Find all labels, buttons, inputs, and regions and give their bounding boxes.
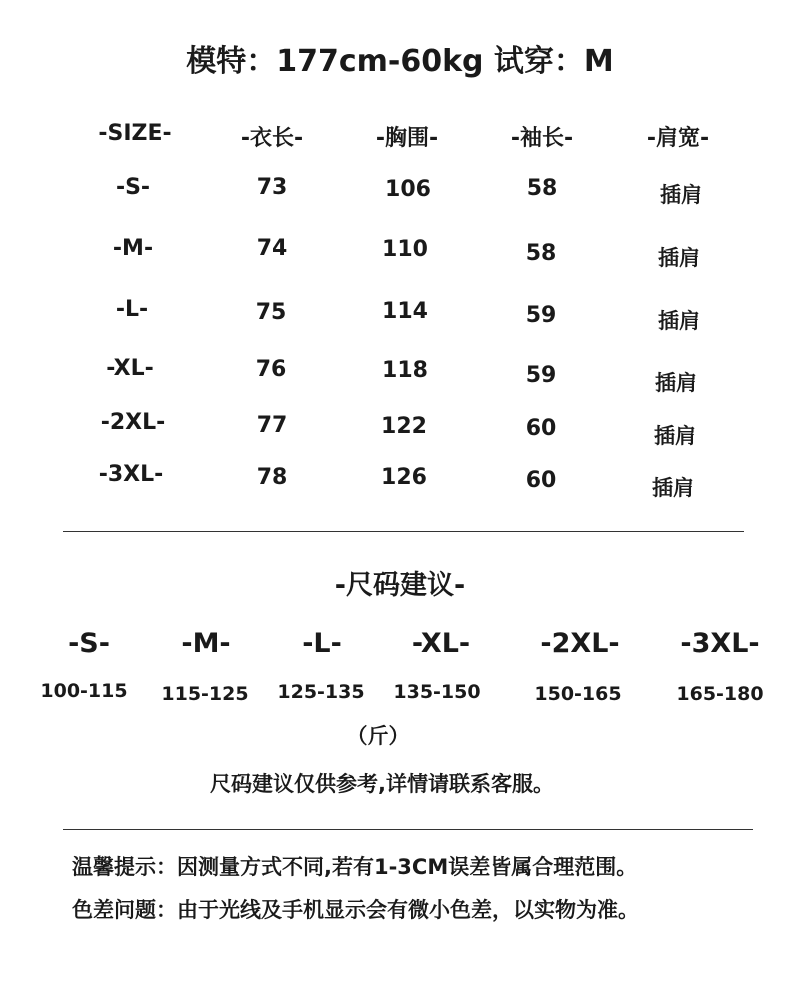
header-length: -衣长- (240, 126, 304, 151)
rec-size-label: -2XL- (540, 628, 620, 659)
table-cell-sleeve: 59 (525, 363, 557, 388)
table-cell-chest: 126 (381, 465, 427, 490)
table-cell-shoulder: 插肩 (658, 309, 700, 333)
table-cell-size: -S- (115, 175, 151, 200)
rec-size-label: -XL- (411, 628, 471, 659)
measurement-tip: 温馨提示：因测量方式不同,若有1-3CM误差皆属合理范围。 (72, 855, 638, 879)
rec-size-label: -L- (302, 628, 342, 659)
table-cell-length: 76 (255, 357, 287, 382)
recommendation-title: -尺码建议- (334, 570, 466, 601)
table-cell-size: -L- (115, 297, 149, 322)
header-chest: -胸围- (375, 126, 439, 151)
table-cell-sleeve: 59 (525, 303, 557, 328)
rec-weight-range: 150-165 (534, 683, 622, 705)
table-cell-chest: 114 (382, 299, 428, 324)
header-shoulder: -肩宽- (646, 126, 710, 151)
rec-weight-range: 125-135 (277, 681, 365, 703)
table-cell-sleeve: 58 (525, 241, 557, 266)
table-cell-size: -XL- (106, 356, 154, 381)
table-cell-shoulder: 插肩 (658, 246, 700, 270)
table-cell-length: 75 (255, 300, 287, 325)
rec-weight-range: 165-180 (676, 683, 764, 705)
table-cell-sleeve: 58 (526, 176, 558, 201)
table-cell-shoulder: 插肩 (652, 476, 694, 500)
recommendation-note: 尺码建议仅供参考,详情请联系客服。 (210, 772, 554, 796)
rec-weight-range: 100-115 (40, 680, 128, 702)
header-sleeve: -袖长- (510, 126, 574, 151)
table-cell-chest: 118 (382, 358, 428, 383)
table-cell-length: 74 (256, 236, 288, 261)
color-difference-note: 色差问题：由于光线及手机显示会有微小色差，以实物为准。 (72, 898, 639, 922)
table-cell-length: 78 (256, 465, 288, 490)
table-cell-sleeve: 60 (525, 468, 557, 493)
table-cell-sleeve: 60 (525, 416, 557, 441)
table-cell-shoulder: 插肩 (660, 183, 702, 207)
table-cell-shoulder: 插肩 (655, 371, 697, 395)
divider-line (63, 531, 744, 532)
table-cell-length: 73 (256, 175, 288, 200)
rec-weight-range: 115-125 (161, 683, 249, 705)
table-cell-shoulder: 插肩 (654, 424, 696, 448)
divider-line (63, 829, 753, 830)
rec-size-label: -S- (68, 628, 110, 659)
table-cell-size: -2XL- (100, 410, 166, 435)
rec-size-label: -M- (181, 628, 231, 659)
rec-size-label: -3XL- (680, 628, 760, 659)
weight-unit: （斤） (346, 724, 410, 748)
rec-weight-range: 135-150 (393, 681, 481, 703)
page-title: 模特：177cm-60kg 试穿：M (186, 44, 614, 79)
table-cell-chest: 106 (385, 177, 431, 202)
header-size: -SIZE- (98, 121, 172, 146)
table-cell-size: -3XL- (98, 462, 164, 487)
table-cell-chest: 110 (382, 237, 428, 262)
table-cell-chest: 122 (381, 414, 427, 439)
table-cell-size: -M- (112, 236, 154, 261)
table-cell-length: 77 (256, 413, 288, 438)
